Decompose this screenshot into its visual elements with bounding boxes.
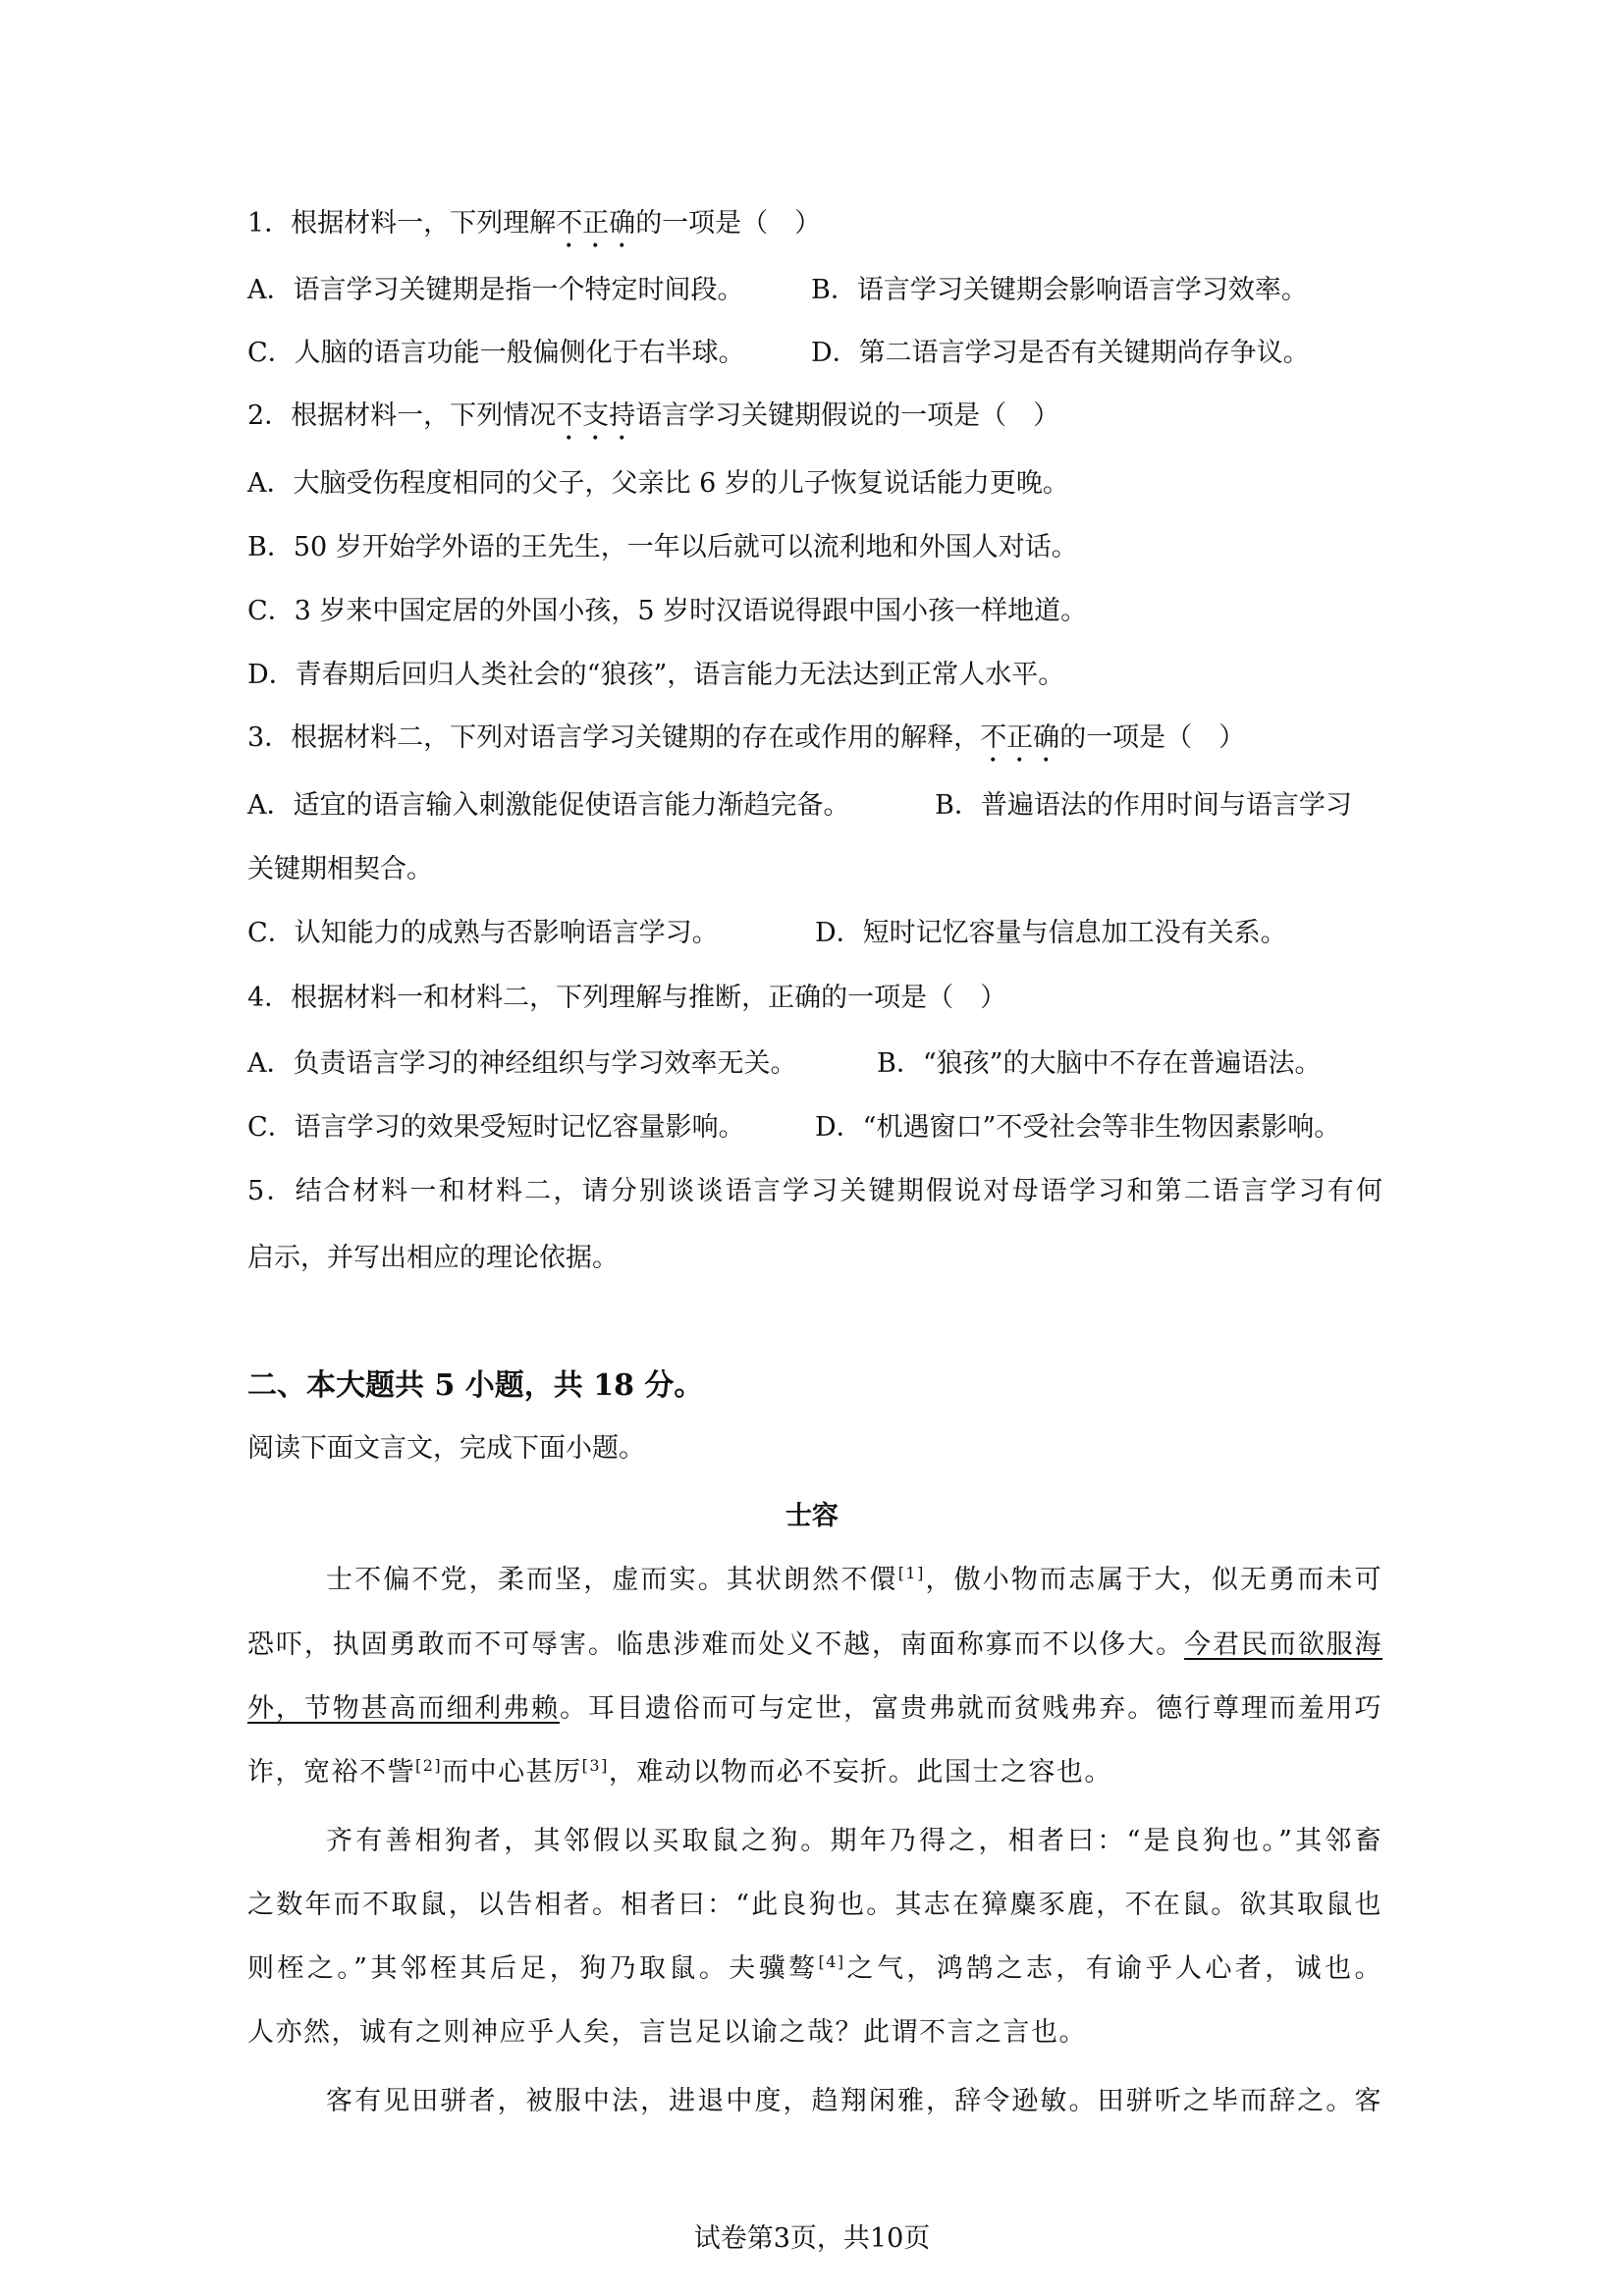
- q4-stem: [247, 979, 1006, 1018]
- section-instruction: [247, 1429, 645, 1468]
- q2-option-a-text: A．大脑受伤程度相同的父子，父亲比 6 岁的儿子恢复说话能力更晚。: [247, 468, 1069, 499]
- passage-p1-line3-text: [247, 1689, 1382, 1729]
- page-footer: 试卷第3页，共10页: [693, 2223, 931, 2254]
- footnote-4-marker: [4]: [818, 1952, 845, 1971]
- section-heading-text: 二、本大题共 5 小题，共 18 分。: [247, 1368, 704, 1403]
- p1-l4-b: 而中心甚厉: [442, 1757, 582, 1788]
- q4-option-d: [815, 1108, 1340, 1148]
- passage-p3-line1: [247, 2082, 1382, 2121]
- q4-stem-text: 4．根据材料一和材料二，下列理解与推断，正确的一项是（ ）: [247, 983, 1007, 1013]
- q3-option-c: [247, 914, 719, 953]
- q2-option-c: [247, 592, 1087, 631]
- p1-l4-a: 诈，宽裕不訾: [247, 1757, 415, 1788]
- passage-p3-line1-text: 客有见田骈者，被服中法，进退中度，趋翔闲雅，辞令逊敏。田骈听之毕而辞之。客: [326, 2086, 1382, 2116]
- q1-stem-text: 1．根据材料一，下列理解: [247, 208, 557, 239]
- q1-option-d-text: D．第二语言学习是否有关键期尚存争议。: [811, 338, 1310, 368]
- p2-l3-b: 之气，鸿鹄之志，有谕乎人心者，诚也。: [844, 1953, 1382, 1984]
- footnote-3-marker: [3]: [581, 1756, 609, 1775]
- section-heading: [247, 1366, 703, 1406]
- q1-option-c-text: C．人脑的语言功能一般偏侧化于右半球。: [247, 338, 745, 368]
- q1-option-c: [247, 334, 745, 373]
- q2-stem: [247, 397, 1059, 447]
- passage-p1-line1-text: [247, 1561, 1382, 1600]
- passage-p2-line4: [247, 2013, 1087, 2053]
- q1-option-d: [811, 334, 1310, 373]
- q3-option-a: [247, 786, 850, 826]
- q2-option-a: [247, 464, 1069, 504]
- q1-stem-emphasis: 不正确: [556, 208, 636, 239]
- q1-option-b-text: B．语言学习关键期会影响语言学习效率。: [811, 275, 1308, 305]
- q3-stem-emphasis: 不正确: [980, 722, 1060, 753]
- passage-p1-line1: [247, 1561, 1382, 1600]
- p1-l1-b: ，傲小物而志属于大，似无勇而未可: [924, 1565, 1383, 1595]
- section-instruction-text: 阅读下面文言文，完成下面小题。: [247, 1433, 645, 1464]
- q1-stem-tail: 的一项是（ ）: [635, 208, 822, 239]
- q3-stem: [247, 719, 1245, 769]
- footnote-2-marker: [2]: [415, 1756, 443, 1775]
- q3-option-a-text: A．适宜的语言输入刺激能促使语言能力渐趋完备。: [247, 790, 850, 821]
- passage-p2-line3-text: [247, 1949, 1382, 1989]
- underlined-sentence-part2: 外，节物甚高而细利弗赖: [247, 1693, 561, 1724]
- p1-l4-c: ，难动以物而必不妄折。此国士之容也。: [608, 1757, 1112, 1788]
- passage-p2-line1: [247, 1822, 1382, 1861]
- q2-option-d-text: D．青春期后回归人类社会的“狼孩”，语言能力无法达到正常人水平。: [247, 660, 1065, 690]
- passage-p1-line4: [247, 1753, 1112, 1792]
- passage-p2-line3: [247, 1949, 1382, 1989]
- q2-option-b: [247, 528, 1078, 567]
- q3-option-d-text: D．短时记忆容量与信息加工没有关系。: [815, 918, 1287, 948]
- underlined-sentence-part1: 今君民而欲服海: [1184, 1629, 1383, 1660]
- passage-p1-line3: [247, 1689, 1382, 1729]
- q2-option-c-text: C．3 岁来中国定居的外国小孩，5 岁时汉语说得跟中国小孩一样地道。: [247, 596, 1088, 626]
- q4-option-b-text: B．“狼孩”的大脑中不存在普遍语法。: [877, 1048, 1322, 1079]
- q5-stem-text-cont: 启示，并写出相应的理论依据。: [247, 1243, 619, 1273]
- q1-stem: [247, 204, 821, 254]
- q5-stem-text: 5．结合材料一和材料二，请分别谈谈语言学习关键期假说对母语学习和第二语言学习有何: [247, 1176, 1382, 1206]
- q3-stem-tail: 的一项是（ ）: [1059, 722, 1246, 753]
- q4-option-c: [247, 1108, 745, 1148]
- passage-p2-line2: [247, 1886, 1382, 1925]
- q2-stem-tail: 语言学习关键期假说的一项是（ ）: [635, 400, 1060, 431]
- footnote-1-marker: [1]: [897, 1564, 925, 1582]
- q3-stem-text: 3．根据材料二，下列对语言学习关键期的存在或作用的解释，: [247, 722, 981, 753]
- p1-l2-a: 恐吓，执固勇敢而不可辱害。临患涉难而处义不越，南面称寡而不以侈大。: [247, 1629, 1185, 1660]
- q5-stem-line1: [247, 1172, 1382, 1211]
- q4-option-b: [877, 1044, 1321, 1084]
- passage-title: 士容: [785, 1501, 839, 1531]
- q4-option-c-text: C．语言学习的效果受短时记忆容量影响。: [247, 1112, 745, 1143]
- q4-option-a-text: A．负责语言学习的神经组织与学习效率无关。: [247, 1048, 797, 1079]
- q3-option-b-text-cont: 关键期相契合。: [247, 854, 433, 884]
- q4-option-a: [247, 1044, 797, 1084]
- q5-stem-line2: [247, 1239, 619, 1278]
- p1-l1-a: 士不偏不党，柔而坚，虚而实。其状朗然不儇: [326, 1565, 898, 1595]
- q1-option-a: [247, 271, 744, 310]
- passage-p1-line2: [247, 1626, 1382, 1665]
- q3-option-d: [815, 914, 1287, 953]
- q3-option-c-text: C．认知能力的成熟与否影响语言学习。: [247, 918, 719, 948]
- q2-stem-emphasis: 不支持: [556, 400, 636, 431]
- q3-option-b-cont: [247, 850, 433, 889]
- passage-p1-line2-text: [247, 1626, 1382, 1665]
- q1-option-a-text: A．语言学习关键期是指一个特定时间段。: [247, 275, 744, 305]
- q2-option-b-text: B．50 岁开始学外语的王先生，一年以后就可以流利地和外国人对话。: [247, 532, 1078, 562]
- passage-p2-line2-text: 之数年而不取鼠，以告相者。相者曰：“此良狗也。其志在獐麋豕鹿，不在鼠。欲其取鼠也: [247, 1890, 1382, 1920]
- passage-p2-line4-text: 人亦然，诚有之则神应乎人矣，言岂足以谕之哉？此谓不言之言也。: [247, 2017, 1087, 2048]
- q4-option-d-text: D．“机遇窗口”不受社会等非生物因素影响。: [815, 1112, 1341, 1143]
- passage-p2-line1-text: 齐有善相狗者，其邻假以买取鼠之狗。期年乃得之，相者曰：“是良狗也。”其邻畜: [326, 1826, 1382, 1856]
- p2-l3-a: 则桎之。”其邻桎其后足，狗乃取鼠。夫骥骜: [247, 1953, 819, 1984]
- q3-option-b: [935, 786, 1352, 826]
- p1-l3-b: 。耳目遗俗而可与定世，富贵弗就而贫贱弗弃。德行尊理而羞用巧: [560, 1693, 1383, 1724]
- q2-stem-text: 2．根据材料一，下列情况: [247, 400, 557, 431]
- q3-option-b-text: B．普遍语法的作用时间与语言学习: [935, 790, 1352, 821]
- q1-option-b: [811, 271, 1308, 310]
- q2-option-d: [247, 656, 1064, 695]
